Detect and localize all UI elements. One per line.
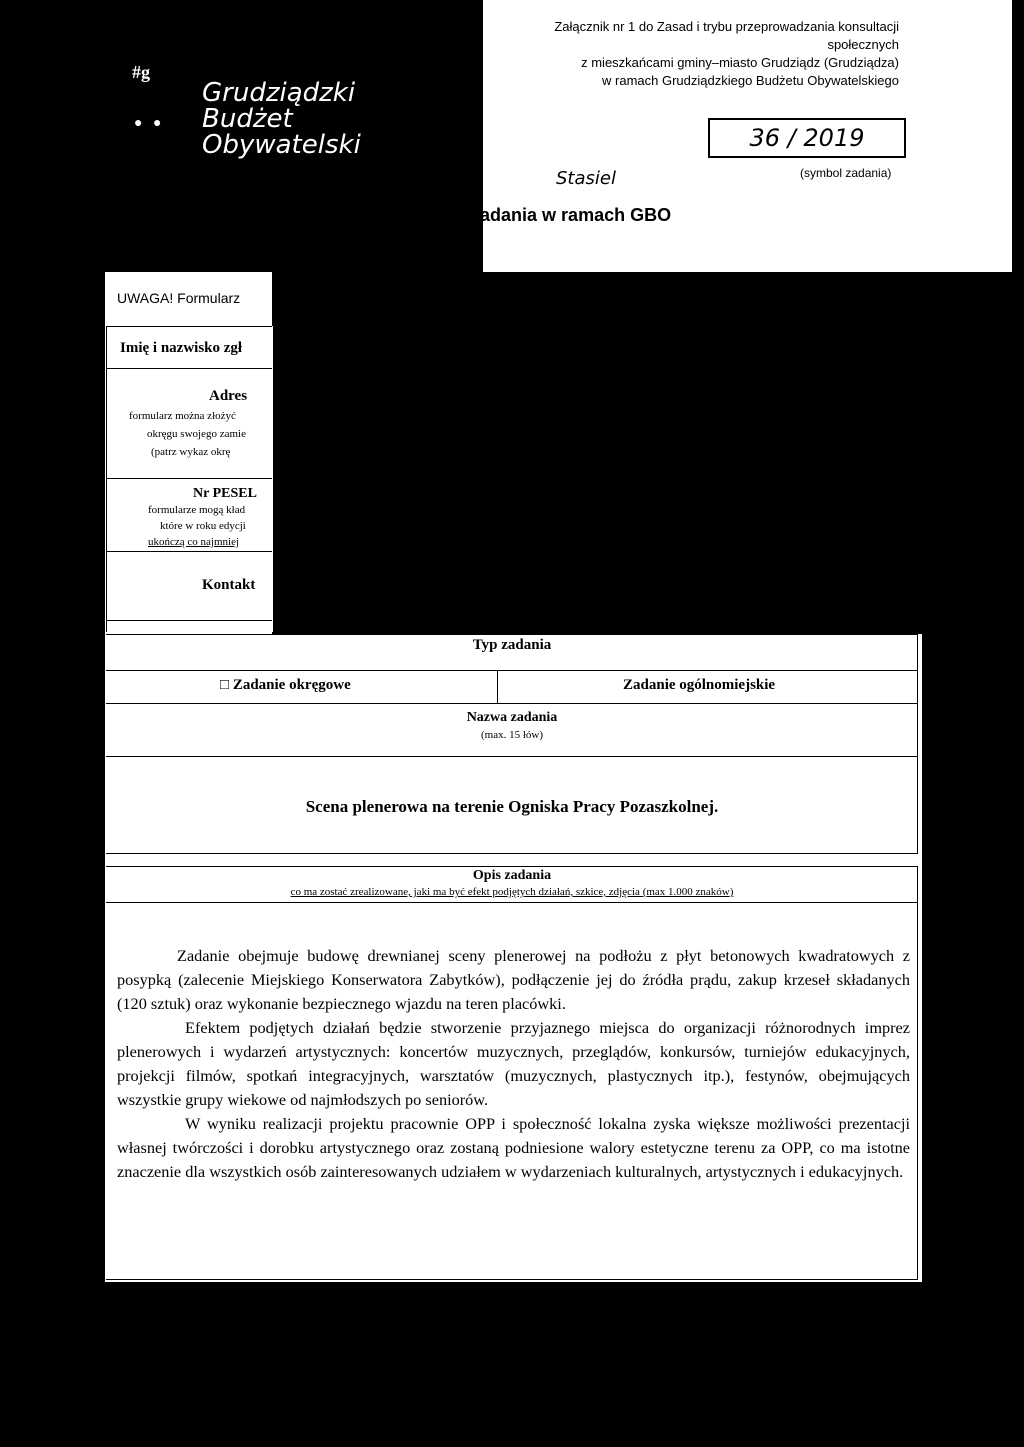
task-name-hint: (max. 15 łów) — [480, 729, 543, 741]
attachment-line-1: Załącznik nr 1 do Zasad i trybu przeprowadzania konsultacji społecznych — [554, 19, 899, 52]
registration-number: 26/2019 — [490, 148, 569, 170]
pesel-label: Nr PESEL — [193, 486, 257, 501]
address-note-3: (patrz wykaz okrę — [151, 446, 231, 458]
task-type-row-top — [106, 670, 918, 671]
pesel-note-1: formularze mogą kład — [148, 504, 246, 516]
corner-mark: #g — [132, 62, 150, 82]
description-paragraph-3: W wyniku realizacji projektu pracownie OPP i społeczność lokalna zyska większe możliwości prezentacji własnej twórczości i dorobku artystycznego oraz zostaną podniesione walory estetyczne terenu za OPP, co ma istotne znaczenie dla wszystkich osób zainteresowanych udziałem w wydarzeniach kulturalnych, artystycznych i edukacyjnych. — [117, 1114, 910, 1181]
attachment-line-3: w ramach Grudziądzkiego Budżetu Obywatelskiego — [602, 73, 899, 88]
row-separator-4 — [106, 551, 272, 552]
task-name-row-top — [106, 756, 918, 757]
logo-dots: ● ● — [134, 116, 162, 131]
symbol-caption: (symbol zadania) — [800, 166, 892, 180]
address-note-1: formularz można złożyć — [129, 410, 236, 422]
logo-line-3: Obywatelski — [202, 130, 361, 160]
description-body[interactable] — [117, 944, 910, 1184]
pesel-note-3: ukończą co najmniej — [148, 536, 240, 548]
option-district-label: Zadanie okręgowe — [232, 677, 351, 693]
redaction-left-margin — [0, 272, 105, 1447]
checkbox-district[interactable]: □ — [220, 677, 230, 693]
symbol-box — [708, 118, 906, 158]
redaction-right-margin — [922, 272, 1024, 1282]
signature: Stasiel — [556, 168, 616, 189]
description-paragraph-2: Efektem podjętych działań będzie stworzenie przyjaznego miejsca do organizacji różnorodnych imprez plenerowych i wydarzeń artystycznych: koncertów muzycznych, przeglądów, konkursów, turniejów edukacyjnych, projekcji filmów, spotkań integracyjnych, warsztatów (muzycznych, plastycznych itp.), festynów, obejmujących wszystkie grupy wiekowe od najmłodszych po seniorów. — [117, 1018, 910, 1109]
name-label: Imię i nazwisko zgł — [120, 340, 243, 356]
task-name-heading: Nazwa zadania — [466, 710, 558, 725]
task-type-divider — [497, 670, 498, 704]
task-type-heading: Typ zadania — [472, 637, 552, 653]
pesel-note-2: które w roku edycji — [160, 520, 246, 532]
description-paragraph-1: Zadanie obejmuje budowę drewnianej sceny plenerowej na podłożu z płyt betonowych kwadratowych z posypką (zalecenie Miejskiego Konserwatora Zabytków), podłączenie jej do źródła prądu, zakup krzeseł składanych (120 sztuk) oraz wykonanie bezpiecznego wjazdu na teren placówki. — [117, 946, 910, 1013]
attachment-note — [483, 18, 899, 90]
address-label: Adres — [209, 388, 248, 404]
description-row-top — [106, 902, 918, 903]
redaction-top-right-strip — [1012, 0, 1024, 272]
logo-line-2: Budżet — [202, 104, 293, 134]
option-district[interactable] — [220, 677, 351, 694]
row-separator-5 — [106, 620, 272, 621]
description-heading: Opis zadania — [472, 868, 552, 883]
redaction-personal-data — [272, 272, 922, 634]
row-separator-1 — [106, 326, 272, 327]
row-separator-2 — [106, 368, 272, 369]
contact-label: Kontakt — [202, 577, 256, 593]
task-name-value[interactable]: Scena plenerowa na terenie Ogniska Pracy Pozaszkolnej. — [305, 797, 719, 816]
description-hint: co ma zostać zrealizowane, jaki ma być efekt podjętych działań, szkice, zdjęcia (max 1.000 znaków) — [290, 886, 734, 898]
redaction-bottom — [0, 1282, 1024, 1447]
row-separator-3 — [106, 478, 272, 479]
received-stamp-date: 07.02.2019 — [488, 128, 585, 147]
redaction-right-header — [912, 70, 1012, 200]
warning-text: UWAGA! Formularz — [117, 290, 241, 306]
symbol-value: 36 / 2019 — [749, 124, 865, 152]
task-name-section — [106, 704, 918, 854]
option-city[interactable]: Zadanie ogólnomiejskie — [623, 677, 776, 693]
page-title: Formularz zgłoszeniowy zadania w ramach GBO — [258, 205, 672, 225]
address-note-2: okręgu swojego zamie — [147, 428, 246, 440]
attachment-line-2: z mieszkańcami gminy–miasto Grudziądz (Grudziądza) — [581, 55, 899, 70]
logo-line-1: Grudziądzki — [202, 78, 356, 108]
